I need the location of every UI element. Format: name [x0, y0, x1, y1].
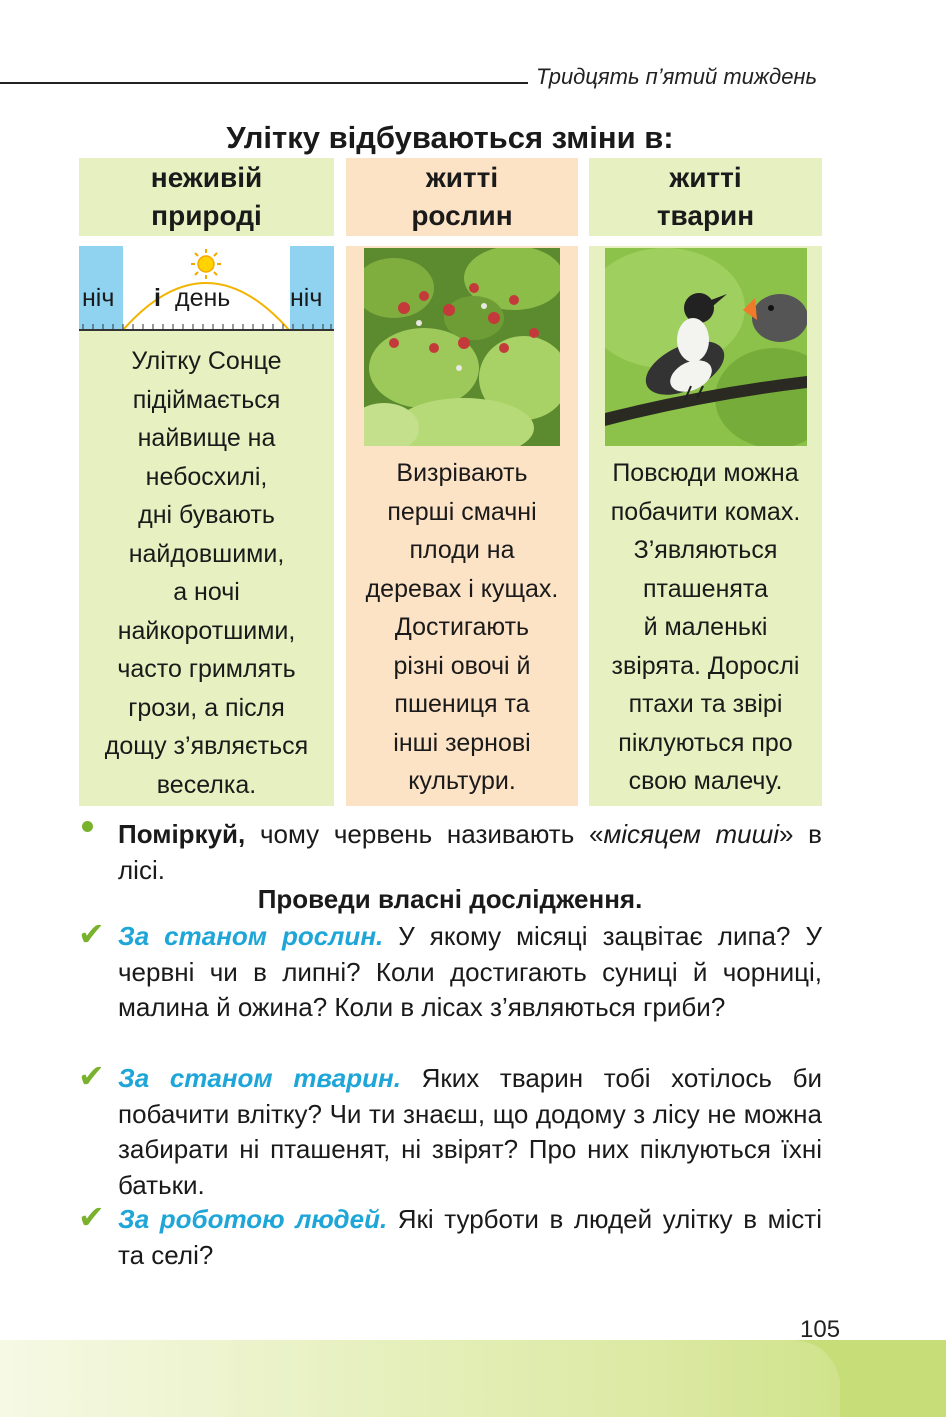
text-line: піклуються про — [618, 728, 793, 757]
text-line: веселка. — [156, 770, 257, 799]
research-lead: За станом тварин. — [118, 1063, 401, 1093]
and-label: і — [154, 284, 161, 312]
checkmark-icon: ✔ — [78, 1199, 105, 1235]
column-text — [79, 342, 334, 804]
text-line: найкоротшими, — [117, 616, 296, 645]
research-text: Які турботи в людей улітку в місті та селі? — [118, 1204, 822, 1270]
text-line: найвище на — [137, 424, 276, 452]
heading-line: житті — [669, 162, 742, 193]
text-line: звірята. Дорослі — [611, 651, 800, 680]
column-heading-animals — [589, 158, 822, 236]
heading-line: тварин — [656, 200, 755, 231]
checkmark-icon: ✔ — [78, 916, 105, 952]
text-line: найдовшими, — [128, 539, 285, 568]
research-text: Яких тварин тобі хотілось би побачити влітку? Чи ти знаєш, що додому з лісу не можна забирати ні пташенят, ні звірят? Про них піклуються їхні батьки. — [118, 1063, 822, 1200]
text-line: Достигають — [394, 613, 530, 641]
bird-feeding-chick-photo — [605, 248, 807, 446]
strawberry-plant-photo — [364, 248, 560, 446]
text-line: грози, а після — [128, 693, 285, 722]
column-text — [346, 454, 578, 801]
think-paragraph — [118, 817, 822, 888]
text-line: пташенята — [643, 574, 768, 603]
column-animals — [589, 246, 822, 806]
text-line: небосхилі, — [145, 462, 268, 491]
heading-line: неживій — [150, 162, 263, 193]
bullet-icon — [82, 821, 93, 832]
night-label-right: ніч — [290, 284, 323, 312]
running-title: Тридцять п’ятий тиждень — [536, 64, 818, 89]
day-label: день — [175, 284, 231, 312]
text-line: підіймається — [132, 385, 281, 414]
text-line: різні овочі й — [393, 651, 531, 680]
checkmark-icon: ✔ — [78, 1058, 105, 1094]
text-line: дощу з’являється — [104, 732, 309, 760]
column-heading-nonliving — [79, 158, 334, 236]
text-line: інші зернові — [393, 728, 531, 757]
page-number: 105 — [800, 1316, 841, 1343]
think-text-end: » в лісі. — [118, 819, 822, 885]
column-text — [589, 454, 822, 801]
text-line: деревах і кущах. — [365, 574, 559, 603]
research-item-plants — [78, 916, 822, 1026]
text-line: пшениця та — [394, 690, 530, 718]
research-title: Проведи власні дослідження. — [257, 884, 643, 914]
text-line: перші смачні — [387, 497, 537, 526]
column-heading-plants — [346, 158, 578, 236]
research-text: У якому місяці зацвітає липа? У червні чи в липні? Коли достигають суниці й чорниці, малина й ожина? Коли в лісах з’являються гриби? — [118, 921, 822, 1022]
text-line: дні бувають — [138, 501, 275, 529]
column-nonliving — [79, 246, 334, 806]
footer-decoration — [0, 1340, 946, 1417]
text-line: й маленькі — [643, 613, 768, 641]
heading-line: житті — [425, 162, 499, 193]
research-lead: За роботою людей. — [118, 1204, 388, 1234]
night-label-left: ніч — [82, 284, 115, 312]
text-line: З’являються — [633, 536, 778, 564]
header-rule — [0, 82, 528, 84]
page-title: Улітку відбуваються зміни в: — [226, 120, 674, 155]
heading-line: рослин — [411, 200, 513, 231]
research-item-people — [78, 1199, 822, 1273]
text-line: культури. — [408, 767, 516, 795]
column-plants — [346, 246, 578, 806]
heading-line: природі — [151, 200, 262, 231]
text-line: Повсюди можна — [612, 459, 799, 487]
text-line: плоди на — [409, 536, 515, 564]
think-bold: Поміркуй, — [118, 819, 246, 849]
think-text: чому червень називають « — [245, 819, 604, 849]
text-line: Улітку Сонце — [131, 347, 282, 375]
day-night-diagram — [79, 246, 334, 336]
text-line: часто гримлять — [117, 655, 296, 683]
text-line: Визрівають — [396, 459, 528, 487]
text-line: птахи та звірі — [628, 690, 783, 718]
text-line: побачити комах. — [610, 497, 801, 526]
research-item-animals — [78, 1058, 822, 1203]
think-italic: місяцем тиші — [603, 819, 779, 849]
text-line: свою малечу. — [628, 767, 783, 795]
text-line: а ночі — [173, 578, 240, 606]
research-lead: За станом рослин. — [118, 921, 384, 951]
